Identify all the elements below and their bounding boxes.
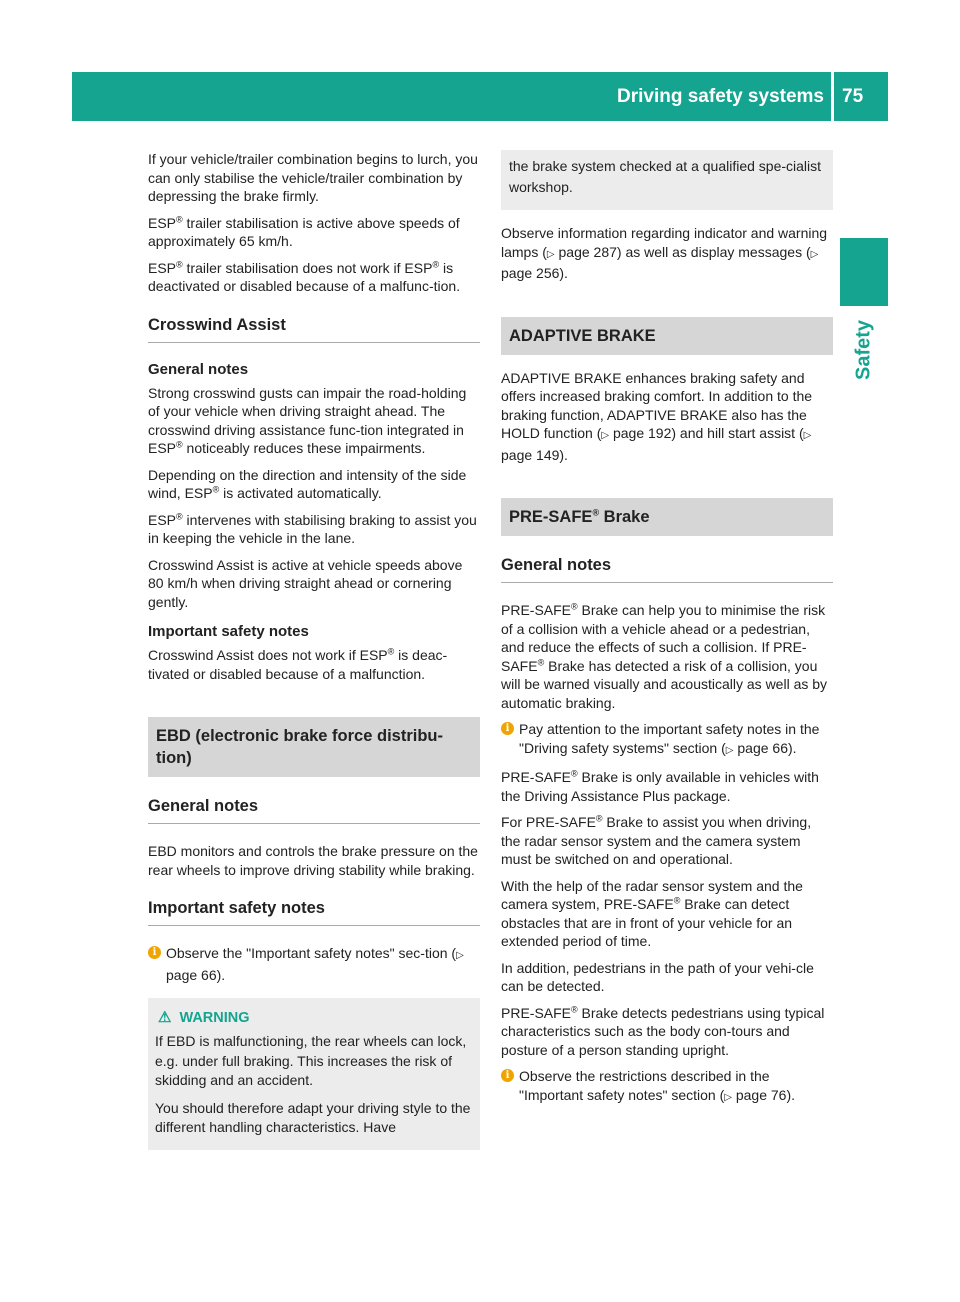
page-ref-link[interactable]: page 192) and hill start assist (: [612, 425, 804, 441]
paragraph: PRE-SAFE® Brake can help you to minimise the risk of a collision with a vehicle ahead or a pedestrian, and reduce the effects of such a collision. If PRE-SAFE® Brake has detected a risk of a collision, you will be warned visually and acoustically as well as by automatic braking.: [501, 601, 828, 711]
page-ref-arrow-icon: ▷: [725, 744, 734, 756]
warning-title: ⚠ WARNING: [158, 1009, 250, 1026]
section-heading-adaptive-brake: ADAPTIVE BRAKE: [501, 317, 833, 355]
paragraph: For PRE-SAFE® Brake to assist you when driving, the radar sensor system and the camera system must be switched on and operational.: [501, 813, 812, 867]
paragraph: ESP® intervenes with stabilising braking to assist you in keeping the vehicle in the lane.: [148, 510, 477, 546]
page-ref-arrow-icon: ▷: [803, 430, 812, 441]
info-note: i Observe the "Important safety notes" sec-tion (▷ page 66).: [148, 944, 480, 984]
info-icon: i: [501, 722, 514, 735]
subheading-general-notes: General notes: [148, 360, 249, 378]
page-number: 75: [842, 86, 864, 107]
warning-text: If EBD is malfunctioning, the rear wheels can lock, e.g. under full braking. This increases the risk of skidding and an accident.: [155, 1033, 467, 1088]
warning-box-continued: [501, 150, 833, 210]
page-ref-arrow-icon: ▷: [601, 430, 610, 441]
paragraph: ESP® trailer stabilisation does not work if ESP® is deactivated or disabled because of a malfunc-tion.: [148, 258, 461, 294]
paragraph: EBD monitors and controls the brake pressure on the rear wheels to improve driving stability while braking.: [148, 843, 478, 878]
paragraph: Crosswind Assist is active at vehicle speeds above 80 km/h when driving straight ahead or cornering gently.: [148, 556, 463, 610]
paragraph: PRE-SAFE® Brake is only available in vehicles with the Driving Assistance Plus package.: [501, 768, 819, 804]
paragraph: Crosswind Assist does not work if ESP® is deac-tivated or disabled because of a malfunction.: [148, 646, 448, 682]
info-icon: i: [501, 1069, 514, 1082]
page-ref-link[interactable]: page 76).: [735, 1086, 796, 1103]
side-tab-label: Safety: [852, 319, 875, 381]
page-ref-arrow-icon: ▷: [456, 950, 464, 961]
warning-icon: ⚠: [158, 1009, 172, 1026]
subheading-important-safety-notes: Important safety notes: [148, 623, 309, 640]
page-ref-arrow-icon: ▷: [810, 248, 819, 260]
subheading-general-notes: General notes: [501, 556, 833, 583]
paragraph: Strong crosswind gusts can impair the road-holding of your vehicle when driving straight ahead. The crosswind driving assistance func-tion integrated in ESP® noticeably reduces these impairments.: [148, 384, 467, 456]
paragraph: In addition, pedestrians in the path of your vehi-cle can be detected.: [501, 959, 814, 994]
header-title: Driving safety systems: [617, 86, 824, 107]
info-note: i Observe the restrictions described in the "Important safety notes" section (▷ page 76).: [501, 1067, 833, 1107]
left-column: [148, 150, 480, 1150]
page-ref-arrow-icon: ▷: [546, 248, 555, 260]
paragraph: ADAPTIVE BRAKE enhances braking safety and offers increased braking comfort. In addition to the braking function, ADAPTIVE BRAKE also has the HOLD function (▷ page 192) and hill start assist (▷ page 149).: [501, 369, 813, 463]
right-column: [501, 150, 833, 1115]
paragraph: If your vehicle/trailer combination begins to lurch, you can only stabilise the vehicle/trailer combination by depressing the brake firmly.: [148, 151, 478, 204]
subheading-general-notes: General notes: [148, 797, 480, 824]
page-ref-link[interactable]: page 256).: [501, 265, 568, 281]
page-ref-link[interactable]: page 66).: [166, 966, 226, 983]
info-icon: i: [148, 946, 161, 959]
paragraph: With the help of the radar sensor system and the camera system, PRE-SAFE® Brake can detect obstacles that are in front of your vehicle for an extended period of time.: [501, 877, 803, 949]
section-heading-pre-safe-brake: PRE-SAFE® Brake: [501, 498, 833, 536]
paragraph: Depending on the direction and intensity of the side wind, ESP® is activated automatically.: [148, 466, 467, 501]
page-ref-arrow-icon: ▷: [724, 1091, 732, 1103]
section-heading-crosswind-assist: Crosswind Assist: [148, 316, 480, 343]
page-ref-link[interactable]: page 66).: [737, 739, 797, 756]
side-tab: [840, 238, 888, 306]
page-ref-link[interactable]: page 287) as well as display messages (: [558, 243, 811, 260]
section-heading-ebd: EBD (electronic brake force distribu-tion): [148, 717, 480, 777]
header-separator: [831, 72, 834, 121]
warning-text: the brake system checked at a qualified spe-cialist workshop.: [509, 158, 822, 195]
paragraph: PRE-SAFE® Brake detects pedestrians using typical characteristics such as the body con-tours and posture of a person standing upright.: [501, 1003, 825, 1058]
warning-text: You should therefore adapt your driving style to the different handling characteristics. Have: [155, 1099, 471, 1135]
page-ref-link[interactable]: page 149).: [501, 446, 568, 463]
info-note: i Pay attention to the important safety notes in the "Driving safety systems" section (▷ page 66).: [501, 720, 833, 760]
subheading-important-safety-notes: Important safety notes: [148, 899, 480, 926]
warning-box: [148, 998, 480, 1150]
paragraph: Observe information regarding indicator and warning lamps (▷ page 287) as well as display messages (▷ page 256).: [501, 225, 828, 281]
paragraph: ESP® trailer stabilisation is active above speeds of approximately 65 km/h.: [148, 213, 460, 249]
